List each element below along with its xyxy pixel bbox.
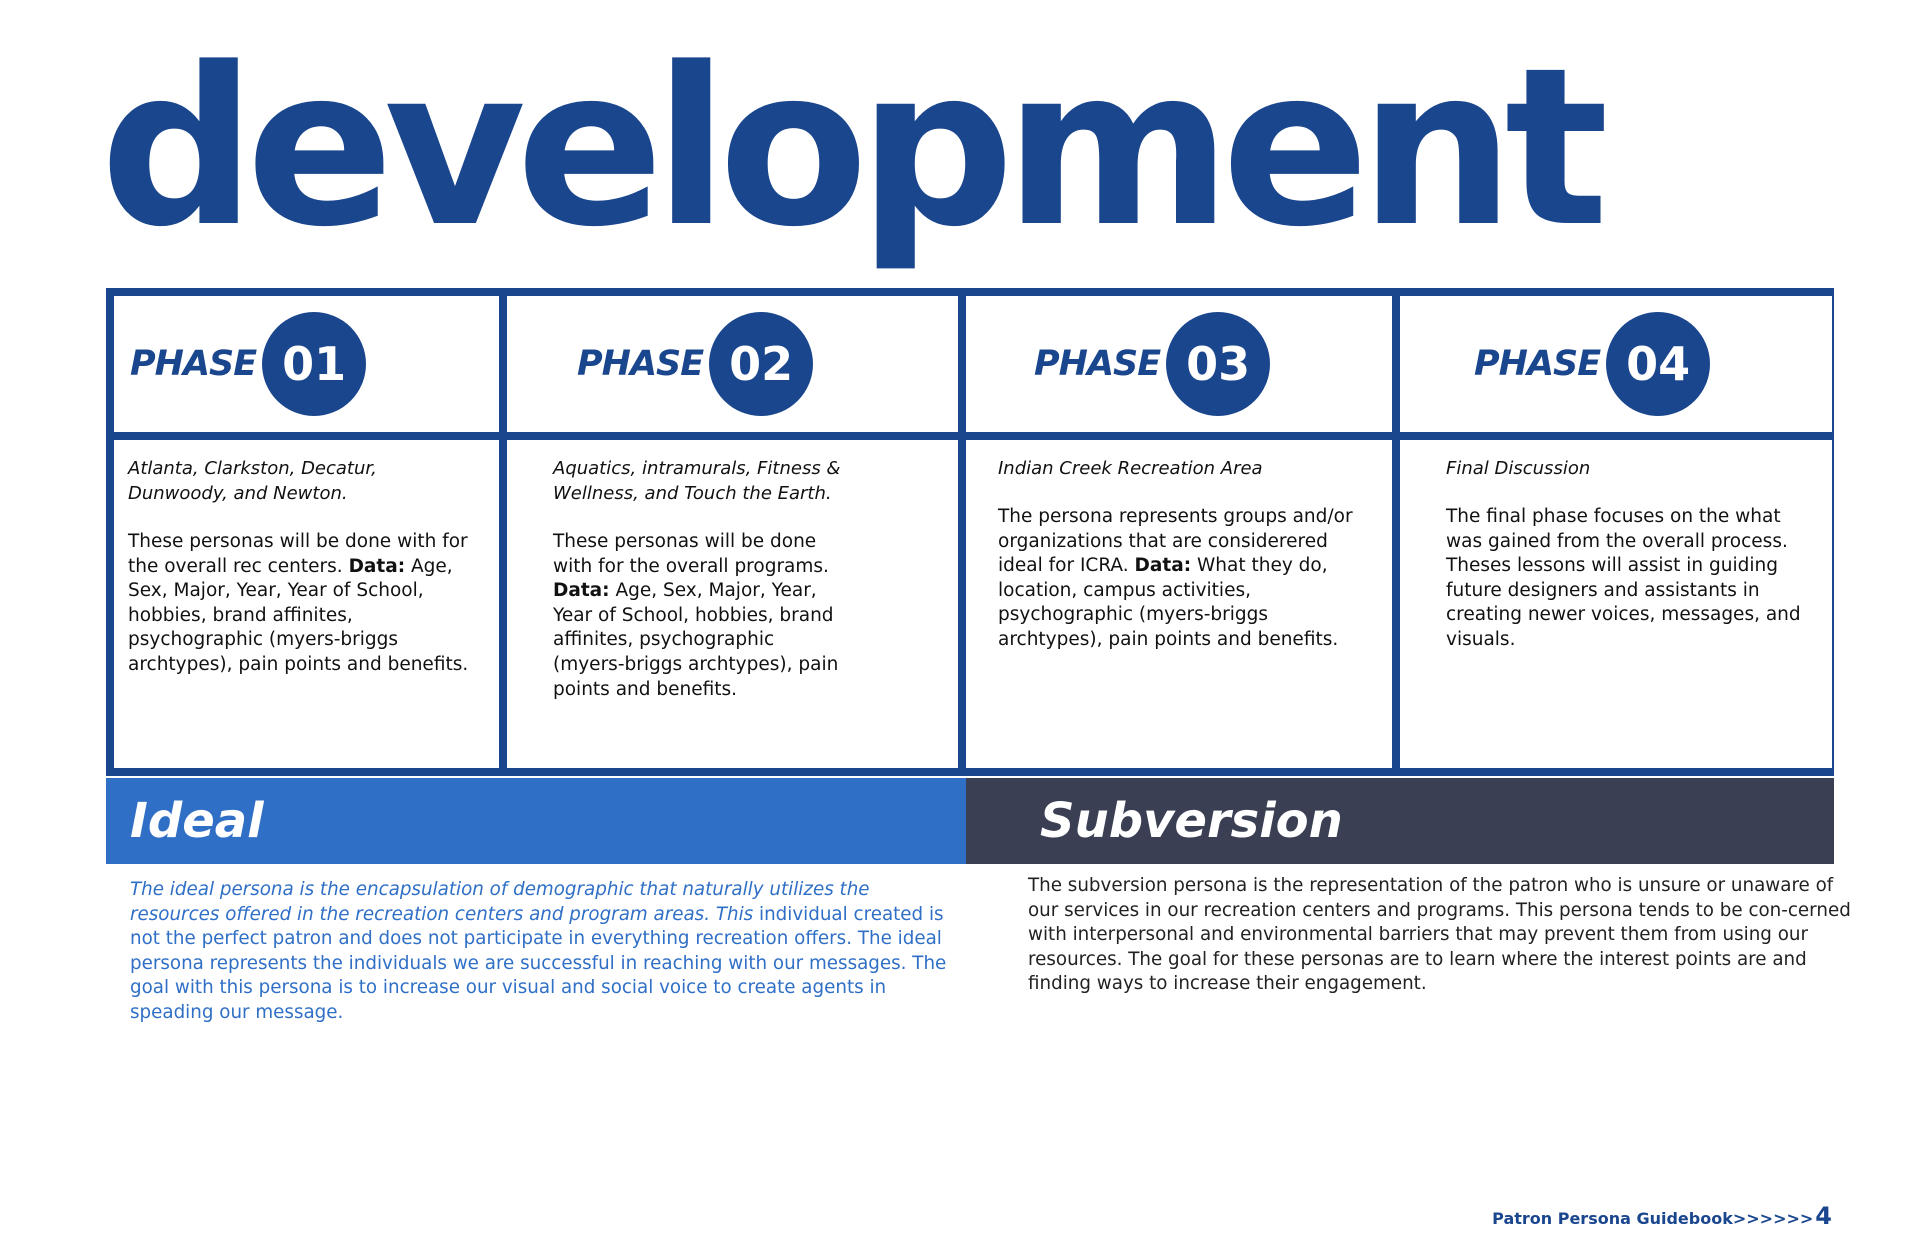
phase-4-description: The final phase focuses on the what was gained from the overall process. Theses lessons will assist in guiding future designers and assistants in creating newer voices, messages, and visuals. xyxy=(1446,506,1801,650)
phase-3-data-text: What they do, location, campus activities, psychographic (myers-briggs archtypes), pain points and benefits. xyxy=(998,555,1339,650)
ideal-description-regular: individual created is not the perfect patron and does not participate in everything recreation offers. The ideal persona represents the individuals we are successful in reaching with our messages. The goal with this persona is to increase our visual and social voice to create agents in speading our message. xyxy=(130,903,947,1023)
phase-2-data-label: Data: xyxy=(553,580,610,602)
phase-3-number-badge: 03 xyxy=(1166,312,1270,416)
phase-3-data-label: Data: xyxy=(1134,555,1192,577)
phase-2-description: These personas will be done with for the overall programs. Data: Age, Sex, Major, Year, Year of School, hobbies, brand affinites, psychographic (myers-briggs archtypes), pain points and benefits. xyxy=(553,531,839,700)
phase-3-locations: Indian Creek Recreation Area xyxy=(998,458,1263,479)
phase-2-body xyxy=(507,440,958,768)
phase-3-description: The persona represents groups and/or organizations that are considerered ideal for ICRA. Data: What they do, location, campus activities, psychographic (myers-briggs archtypes), pain points and benefits. xyxy=(998,506,1353,650)
phase-1-number-badge: 01 xyxy=(262,312,366,416)
page-title: development xyxy=(100,22,1599,275)
phase-4-label: PHASE xyxy=(1474,344,1601,384)
subversion-description: The subversion persona is the representation of the patron who is unsure or unaware of our services in our recreation centers and programs. This persona tends to be con-cerned with interpersonal and environmental barriers that may prevent them from using our resources. The goal for these personas are to learn where the interest points are and finding ways to increase their engagement. xyxy=(1028,875,1851,995)
phase-1-locations: Atlanta, Clarkston, Decatur, Dunwoody, and Newton. xyxy=(128,458,377,504)
phase-1-data-label: Data: xyxy=(348,555,406,577)
phase-1-label: PHASE xyxy=(130,344,257,384)
phase-4-locations: Final Discussion xyxy=(1446,458,1591,479)
ideal-description xyxy=(130,878,950,1026)
phase-3-label: PHASE xyxy=(1034,344,1161,384)
phase-4-body xyxy=(1400,440,1832,768)
phase-2-number-badge: 02 xyxy=(709,312,813,416)
ideal-description-italic: The ideal persona is the encapsulation of demographic that naturally utilizes the resources offered in the recreation centers and program areas. This xyxy=(130,879,870,925)
phase-grid xyxy=(106,288,1834,776)
phase-3-header xyxy=(966,296,1392,432)
phase-1-body xyxy=(114,440,499,768)
page-footer xyxy=(1492,1202,1832,1230)
phase-2-locations: Aquatics, intramurals, Fitness & Wellness, and Touch the Earth. xyxy=(553,458,841,504)
page-number: 4 xyxy=(1815,1202,1832,1230)
subversion-heading: Subversion xyxy=(966,778,1834,864)
phase-2-label: PHASE xyxy=(577,344,704,384)
phase-4-header xyxy=(1400,296,1832,432)
footer-title: Patron Persona Guidebook>>>>>> xyxy=(1492,1209,1814,1228)
phase-1-description: These personas will be done with for the overall rec centers. Data: Age, Sex, Major, Year, Year of School, hobbies, brand affinites, psychographic (myers-briggs archtypes), pain points and benefits. xyxy=(128,531,469,675)
phase-2-header xyxy=(507,296,958,432)
phase-3-body xyxy=(966,440,1392,768)
phase-1-data-text: Age, Sex, Major, Year, Year of School, hobbies, brand affinites, psychographic (myers-briggs archtypes), pain points and benefits. xyxy=(128,555,469,675)
phase-4-number-badge: 04 xyxy=(1606,312,1710,416)
ideal-heading: Ideal xyxy=(106,778,966,864)
phase-2-data-text: Age, Sex, Major, Year, Year of School, hobbies, brand affinites, psychographic (myers-briggs archtypes), pain points and benefits. xyxy=(553,580,839,700)
phase-1-header xyxy=(114,296,499,432)
